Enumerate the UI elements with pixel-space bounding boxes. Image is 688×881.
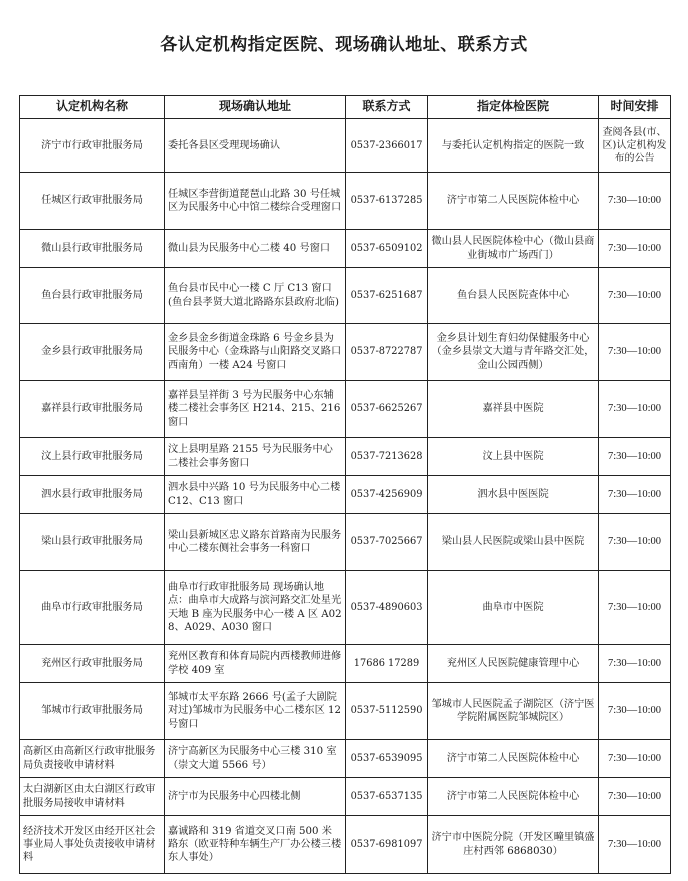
address: 微山县为民服务中心二楼 40 号窗口	[165, 230, 346, 268]
hospital: 曲阜市中医院	[428, 571, 599, 645]
phone: 0537-6981097	[346, 816, 428, 874]
phone: 0537-2366017	[346, 119, 428, 173]
address: 任城区李营街道琵琶山北路 30 号任城区为民服务中心中馆二楼综合受理窗口	[165, 173, 346, 230]
header-hospital: 指定体检医院	[428, 96, 599, 119]
time: 7:30—10:00	[599, 571, 671, 645]
org-name: 曲阜市行政审批服务局	[20, 571, 165, 645]
org-name: 泗水县行政审批服务局	[20, 476, 165, 514]
org-name: 高新区由高新区行政审批服务局负责接收申请材料	[20, 740, 165, 778]
phone: 0537-4890603	[346, 571, 428, 645]
address: 济宁市为民服务中心四楼北侧	[165, 778, 346, 816]
table-row	[20, 381, 671, 438]
table-row	[20, 119, 671, 173]
table-row	[20, 645, 671, 683]
table-row	[20, 816, 671, 874]
time: 7:30—10:00	[599, 438, 671, 476]
hospital: 泗水县中医医院	[428, 476, 599, 514]
phone: 0537-7025667	[346, 514, 428, 571]
header-time: 时间安排	[599, 96, 671, 119]
phone: 0537-6137285	[346, 173, 428, 230]
address: 兖州区教育和体育局院内西楼教师进修学校 409 室	[165, 645, 346, 683]
hospital: 邹城市人民医院孟子湖院区（济宁医学院附属医院邹城院区）	[428, 683, 599, 740]
hospital: 梁山县人民医院或梁山县中医院	[428, 514, 599, 571]
address: 泗水县中兴路 10 号为民服务中心二楼 C12、C13 窗口	[165, 476, 346, 514]
org-name: 梁山县行政审批服务局	[20, 514, 165, 571]
time: 查阅各县(市、区)认定机构发布的公告	[599, 119, 671, 173]
address: 委托各县区受理现场确认	[165, 119, 346, 173]
phone: 0537-6625267	[346, 381, 428, 438]
header-org: 认定机构名称	[20, 96, 165, 119]
time: 7:30—10:00	[599, 778, 671, 816]
address: 梁山县新城区忠义路东首路南为民服务中心二楼东侧社会事务一科窗口	[165, 514, 346, 571]
header-phone: 联系方式	[346, 96, 428, 119]
address: 济宁高新区为民服务中心三楼 310 室（崇文大道 5566 号）	[165, 740, 346, 778]
address: 邹城市太平东路 2666 号(孟子大剧院对过)邹城市为民服务中心二楼东区 12 号窗口	[165, 683, 346, 740]
time: 7:30—10:00	[599, 514, 671, 571]
header-address: 现场确认地址	[165, 96, 346, 119]
hospital: 济宁市第二人民医院体检中心	[428, 173, 599, 230]
table-row	[20, 173, 671, 230]
phone: 0537-8722787	[346, 324, 428, 381]
time: 7:30—10:00	[599, 173, 671, 230]
phone: 0537-6539095	[346, 740, 428, 778]
phone: 0537-5112590	[346, 683, 428, 740]
table-row	[20, 476, 671, 514]
hospital: 与委托认定机构指定的医院一致	[428, 119, 599, 173]
phone: 0537-6537135	[346, 778, 428, 816]
org-name: 金乡县行政审批服务局	[20, 324, 165, 381]
time: 7:30—10:00	[599, 381, 671, 438]
address: 汶上县明星路 2155 号为民服务中心二楼社会事务窗口	[165, 438, 346, 476]
time: 7:30—10:00	[599, 740, 671, 778]
address: 金乡县金乡街道金珠路 6 号金乡县为民服务中心（金珠路与山阳路交叉路口西南角）一楼 A24 号窗口	[165, 324, 346, 381]
hospital: 汶上县中医院	[428, 438, 599, 476]
phone: 0537-6251687	[346, 268, 428, 324]
address: 嘉诚路和 319 省道交叉口南 500 米路东（欧亚特种车辆生产厂办公楼三楼东人事处）	[165, 816, 346, 874]
phone: 17686 17289	[346, 645, 428, 683]
table-row	[20, 778, 671, 816]
hospital: 嘉祥县中医院	[428, 381, 599, 438]
org-name: 汶上县行政审批服务局	[20, 438, 165, 476]
phone: 0537-4256909	[346, 476, 428, 514]
table-header-row	[20, 96, 671, 119]
time: 7:30—10:00	[599, 268, 671, 324]
phone: 0537-6509102	[346, 230, 428, 268]
address: 嘉祥县呈祥街 3 号为民服务中心东辅楼二楼社会事务区 H214、215、216 窗口	[165, 381, 346, 438]
table-row	[20, 268, 671, 324]
org-name: 嘉祥县行政审批服务局	[20, 381, 165, 438]
hospital: 兖州区人民医院健康管理中心	[428, 645, 599, 683]
phone: 0537-7213628	[346, 438, 428, 476]
page-title: 各认定机构指定医院、现场确认地址、联系方式	[160, 35, 528, 55]
hospital: 济宁市第二人民医院体检中心	[428, 740, 599, 778]
address: 曲阜市行政审批服务局 现场确认地点：曲阜市大成路与滨河路交汇处星光天地 B 座为民服务中心一楼 A 区 A028、A029、A030 窗口	[165, 571, 346, 645]
hospital: 鱼台县人民医院查体中心	[428, 268, 599, 324]
time: 7:30—10:00	[599, 230, 671, 268]
org-name: 经济技术开发区由经开区社会事业局人事处负责接收申请材料	[20, 816, 165, 874]
time: 7:30—10:00	[599, 324, 671, 381]
time: 7:30—10:00	[599, 816, 671, 874]
table-row	[20, 683, 671, 740]
org-name: 邹城市行政审批服务局	[20, 683, 165, 740]
org-name: 鱼台县行政审批服务局	[20, 268, 165, 324]
table-row	[20, 740, 671, 778]
institution-table	[19, 95, 671, 874]
org-name: 济宁市行政审批服务局	[20, 119, 165, 173]
table-row	[20, 514, 671, 571]
address: 鱼台县市民中心一楼 C 厅 C13 窗口(鱼台县孝贤大道北路路东县政府北临)	[165, 268, 346, 324]
time: 7:30—10:00	[599, 683, 671, 740]
hospital: 微山县人民医院体检中心（微山县商业街城市广场西门）	[428, 230, 599, 268]
time: 7:30—10:00	[599, 645, 671, 683]
org-name: 兖州区行政审批服务局	[20, 645, 165, 683]
org-name: 太白湖新区由太白湖区行政审批服务局接收申请材料	[20, 778, 165, 816]
table-row	[20, 438, 671, 476]
org-name: 微山县行政审批服务局	[20, 230, 165, 268]
table-row	[20, 324, 671, 381]
time: 7:30—10:00	[599, 476, 671, 514]
org-name: 任城区行政审批服务局	[20, 173, 165, 230]
table-row	[20, 230, 671, 268]
hospital: 济宁市第二人民医院体检中心	[428, 778, 599, 816]
hospital: 济宁市中医院分院（开发区疃里镇盛庄村西邻 6868030）	[428, 816, 599, 874]
hospital: 金乡县计划生育妇幼保健服务中心（金乡县崇文大道与青年路交汇处，金山公园西侧）	[428, 324, 599, 381]
table-row	[20, 571, 671, 645]
